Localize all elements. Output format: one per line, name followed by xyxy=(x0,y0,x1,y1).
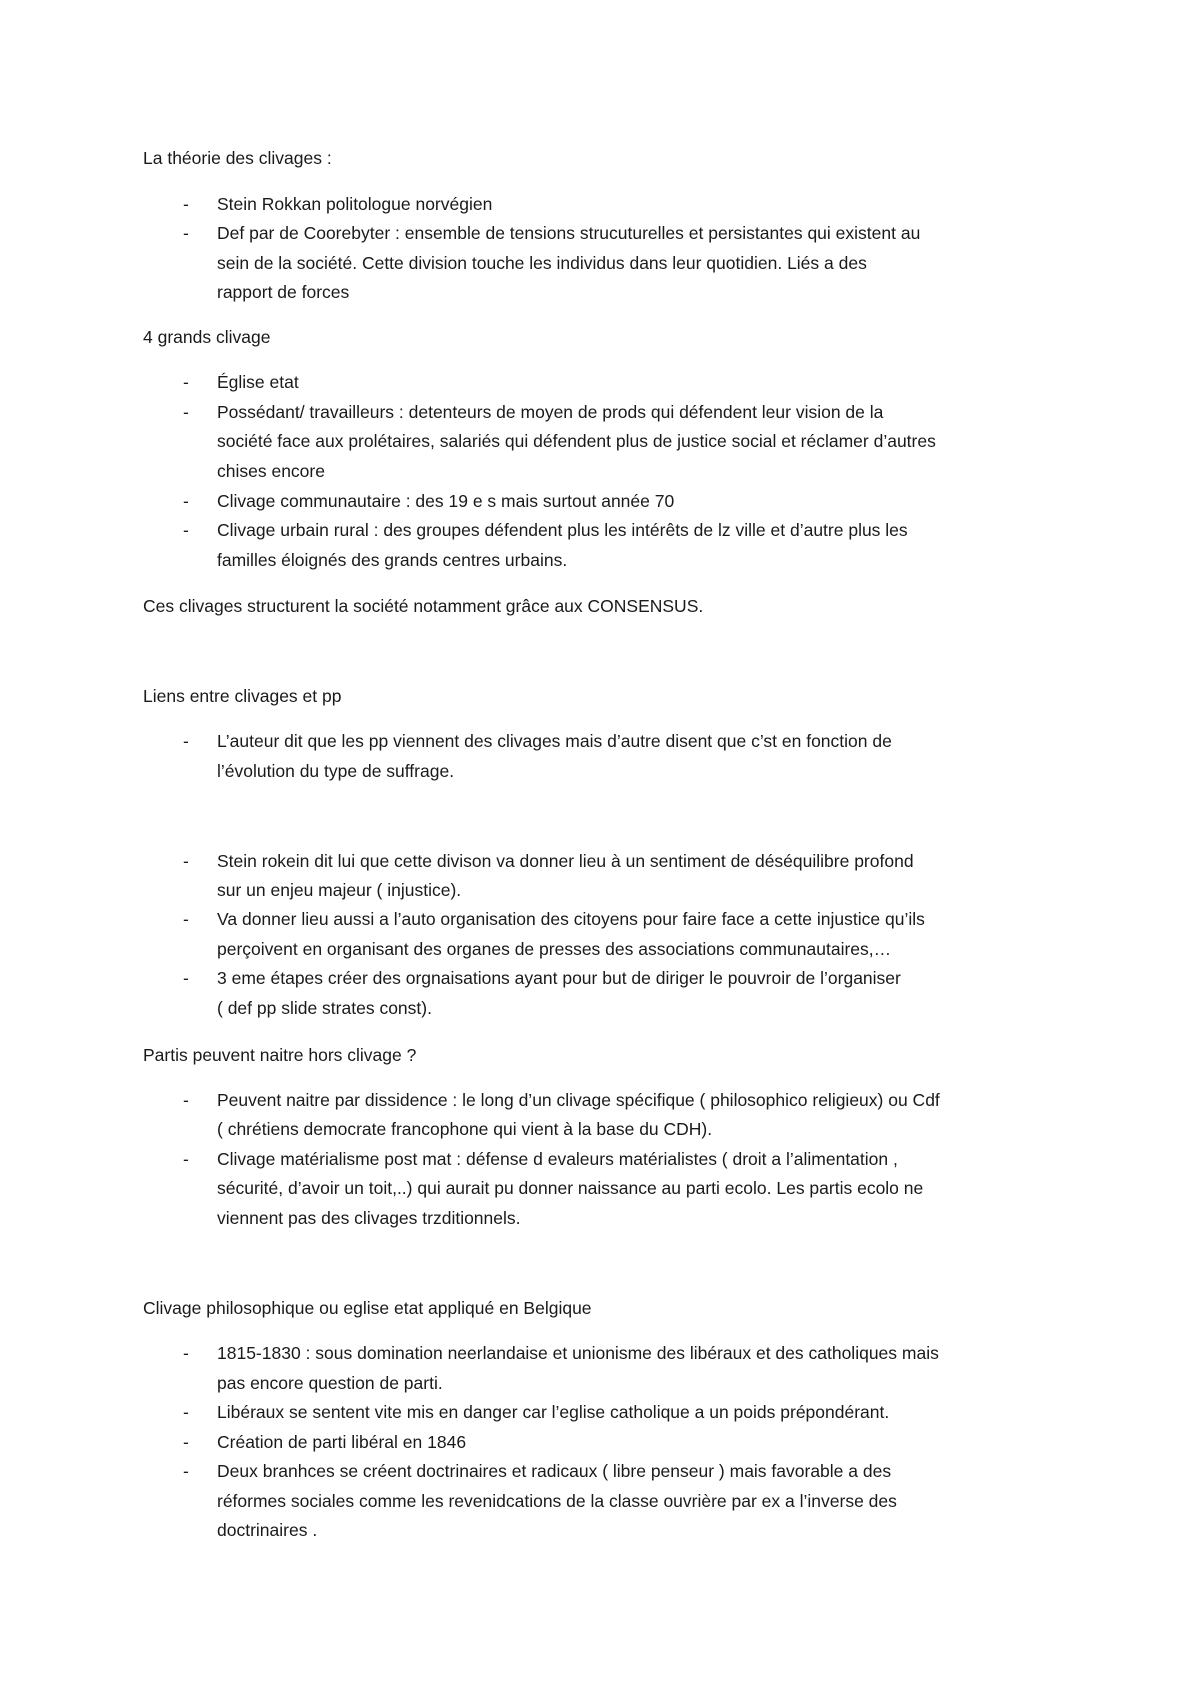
list-item-continuation: réformes sociales comme les revenidcations de la classe ouvrière par ex a l’inverse des xyxy=(217,1491,897,1511)
list-item-text: Création de parti libéral en 1846 xyxy=(217,1432,467,1452)
list-item-text: Clivage matérialisme post mat : défense d evaleurs matérialistes ( droit a l’alimentation , xyxy=(217,1149,898,1169)
list-item-continuation: sécurité, d’avoir un toit,..) qui aurait pu donner naissance au parti ecolo. Les partis ecolo ne xyxy=(217,1178,924,1198)
bullet-dash: - xyxy=(183,1343,189,1363)
list-item-continuation: ( def pp slide strates const). xyxy=(217,998,432,1018)
list-item-text: 1815-1830 : sous domination neerlandaise et unionisme des libéraux et des catholiques mais xyxy=(217,1343,939,1363)
paragraph: Ces clivages structurent la société notamment grâce aux CONSENSUS. xyxy=(143,596,704,616)
list-item-text: L’auteur dit que les pp viennent des clivages mais d’autre disent que c’st en fonction de xyxy=(217,731,892,751)
list-item-continuation: sur un enjeu majeur ( injustice). xyxy=(217,880,462,900)
section-heading: 4 grands clivage xyxy=(143,327,271,347)
list-item-text: 3 eme étapes créer des orgnaisations ayant pour but de diriger le pouvroir de l’organiser xyxy=(217,968,901,988)
list-item-text: Possédant/ travailleurs : detenteurs de moyen de prods qui défendent leur vision de la xyxy=(217,402,884,422)
list-item-text: Clivage communautaire : des 19 e s mais surtout année 70 xyxy=(217,491,675,511)
bullet-dash: - xyxy=(183,851,189,871)
bullet-dash: - xyxy=(183,372,189,392)
list-item-continuation: l’évolution du type de suffrage. xyxy=(217,761,455,781)
list-item-text: Stein rokein dit lui que cette divison va donner lieu à un sentiment de déséquilibre profond xyxy=(217,851,914,871)
list-item-continuation: ( chrétiens democrate francophone qui vient à la base du CDH). xyxy=(217,1119,713,1139)
bullet-dash: - xyxy=(183,1432,189,1452)
list-item-continuation: société face aux prolétaires, salariés qui défendent plus de justice social et réclamer d’autres xyxy=(217,431,936,451)
bullet-dash: - xyxy=(183,402,189,422)
section-heading: Clivage philosophique ou eglise etat appliqué en Belgique xyxy=(143,1298,592,1318)
bullet-dash: - xyxy=(183,731,189,751)
list-item-continuation: chises encore xyxy=(217,461,325,481)
list-item-continuation: doctrinaires . xyxy=(217,1520,318,1540)
section-heading: Liens entre clivages et pp xyxy=(143,686,342,706)
list-item-continuation: rapport de forces xyxy=(217,282,350,302)
list-item-text: Def par de Coorebyter : ensemble de tensions strucuturelles et persistantes qui existent au xyxy=(217,223,921,243)
list-item-text: Deux branhces se créent doctrinaires et radicaux ( libre penseur ) mais favorable a des xyxy=(217,1461,892,1481)
bullet-dash: - xyxy=(183,1402,189,1422)
bullet-dash: - xyxy=(183,1149,189,1169)
bullet-dash: - xyxy=(183,1090,189,1110)
list-item-continuation: pas encore question de parti. xyxy=(217,1373,443,1393)
section-heading: La théorie des clivages : xyxy=(143,148,332,168)
list-item-continuation: perçoivent en organisant des organes de presses des associations communautaires,… xyxy=(217,939,892,959)
section-heading: Partis peuvent naitre hors clivage ? xyxy=(143,1045,417,1065)
bullet-dash: - xyxy=(183,1461,189,1481)
bullet-dash: - xyxy=(183,194,189,214)
list-item-text: Clivage urbain rural : des groupes défendent plus les intérêts de lz ville et d’autre plus les xyxy=(217,520,908,540)
list-item-continuation: viennent pas des clivages trzditionnels. xyxy=(217,1208,521,1228)
bullet-dash: - xyxy=(183,520,189,540)
list-item-continuation: sein de la société. Cette division touche les individus dans leur quotidien. Liés a des xyxy=(217,253,867,273)
list-item-text: Libéraux se sentent vite mis en danger car l’eglise catholique a un poids prépondérant. xyxy=(217,1402,890,1422)
list-item-text: Peuvent naitre par dissidence : le long d’un clivage spécifique ( philosophico religieux) ou Cdf xyxy=(217,1090,940,1110)
list-item-text: Va donner lieu aussi a l’auto organisation des citoyens pour faire face a cette injustice qu’ils xyxy=(217,909,925,929)
list-item-continuation: familles éloignés des grands centres urbains. xyxy=(217,550,568,570)
bullet-dash: - xyxy=(183,909,189,929)
bullet-dash: - xyxy=(183,968,189,988)
list-item-text: Stein Rokkan politologue norvégien xyxy=(217,194,493,214)
bullet-dash: - xyxy=(183,491,189,511)
list-item-text: Église etat xyxy=(217,372,299,392)
bullet-dash: - xyxy=(183,223,189,243)
